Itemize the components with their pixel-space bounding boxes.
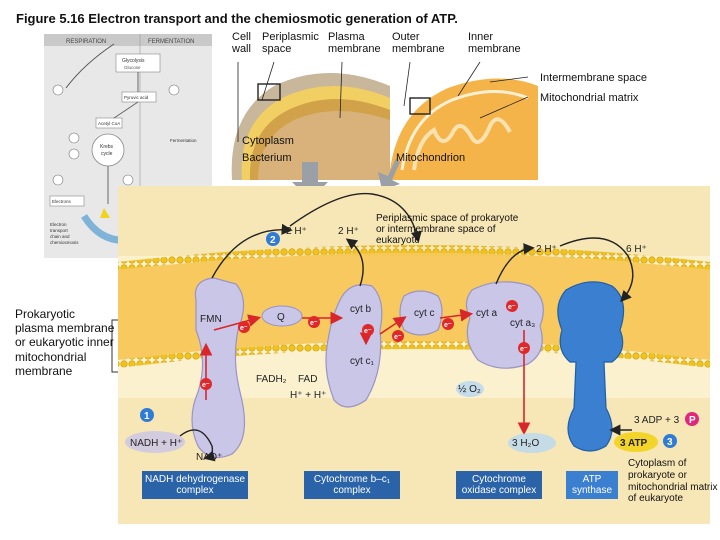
adp-label: 3 ADP + 3 [634,415,680,426]
krebs-label-1: Krebs [100,144,114,150]
proton-label-2: 2 H⁺ [338,226,359,237]
nadh-dehydrogenase-label-box [142,471,248,499]
nadh-dehydrogenase-label-1: NADH dehydrogenase [144,474,246,485]
cytochrome-oxidase-label-1: Cytochrome [472,474,526,485]
electron-symbol-2: e⁻ [310,320,318,327]
fadh2-label: FADH₂ [256,374,287,385]
nadh-h-label: NADH + H⁺ [130,438,183,449]
cytochrome-oxidase-label-2: oxidase complex [461,485,537,496]
electron-symbol-1: e⁻ [240,325,248,332]
cell-wall-label-1: Cell [232,31,251,43]
cyt-c-label: cyt c [414,308,435,319]
figure-title: Figure 5.16 Electron transport and the chemiosmotic generation of ATP. [16,11,458,26]
q-label: Q [277,312,285,323]
cyt-a-label: cyt a [476,308,498,319]
mitochondrion-label: Mitochondrion [396,152,466,164]
step-3-number: 3 [667,437,673,448]
membrane-type-label: Prokaryotic plasma membrane or eukaryotic inner mitochondrial membrane [15,307,115,378]
step-2-number: 2 [270,235,276,246]
outer-membrane-label-2: membrane [392,43,445,55]
cytoplasm-label: Cytoplasm [242,135,294,147]
atp-synthase-label-1: ATP [582,474,602,485]
glycolysis-label: Glycolysis [122,58,145,64]
plasma-membrane-label-1: Plasma [328,31,365,43]
electron-symbol-4: e⁻ [394,334,402,341]
glucose-label: Glucose [124,65,141,70]
electrons-label: Electrons [52,199,71,204]
step-1-number: 1 [144,411,150,422]
plasma-membrane-label-2: membrane [328,43,381,55]
atp-synthase-label-box [566,471,618,499]
cytochrome-bc1-label-2: complex [333,485,371,496]
periplasmic-note-line-1: Periplasmic space of prokaryote [376,213,519,224]
mitochondrial-matrix-label: Mitochondrial matrix [540,92,639,104]
fad-label: FAD [298,374,318,385]
cyt-c1-label: cyt c₁ [350,356,374,367]
phosphate-label: P [689,415,696,426]
intermembrane-space-label: Intermembrane space [540,72,647,84]
nadh-dehydrogenase-label-2: complex [176,485,214,496]
periplasmic-label-2: space [262,43,292,55]
thumbnail-fermentation-label: FERMENTATION [148,39,195,45]
etc-label-2: transport [50,228,68,233]
etc-label-3: chain and [50,234,70,239]
proton-label-1: 2 H⁺ [286,226,307,237]
electron-symbol-6: e⁻ [508,304,516,311]
etc-label-1: Electron [50,222,67,227]
electron-symbol-7: e⁻ [520,346,528,353]
cytochrome-bc1-label-1: Cytochrome b–c₁ [313,474,391,485]
inner-membrane-label-1: Inner [468,31,494,43]
inner-membrane-label-2: membrane [468,43,521,55]
pyruvic-acid-label: Pyruvic acid [124,95,149,100]
proton-label-4: 6 H⁺ [626,244,647,255]
periplasmic-note-line-3: eukaryote [376,235,420,246]
cell-wall-label-2: wall [232,43,251,55]
periplasmic-note-line-2: or intermembrane space of [376,224,496,235]
fmn-label: FMN [200,314,222,325]
krebs-label-2: cycle [101,151,113,157]
proton-label-3: 2 H⁺ [536,244,557,255]
outer-membrane-label-1: Outer [392,31,420,43]
atp-synthase-label-2: synthase [571,485,613,496]
acetyl-coa-label: Acetyl CoA [98,121,121,126]
bacterium-label: Bacterium [242,152,292,164]
cytochrome-oxidase-label-box [456,471,542,499]
electron-symbol-8: e⁻ [202,382,210,389]
water-label: 3 H₂O [512,438,540,449]
electron-symbol-3: e⁻ [364,328,372,335]
periplasmic-label-1: Periplasmic [262,31,319,43]
nad-label: NAD⁺ [196,452,223,463]
etc-label-4: chemiosmosis [50,240,79,245]
atp-label: 3 ATP [620,438,648,449]
fermentation-process-label: Fermentation [170,138,197,143]
periplasmic-note [376,213,518,246]
cyt-a3-label: cyt a₃ [510,318,536,329]
thumbnail-respiration-label: RESPIRATION [66,39,107,45]
h-plus-pair-label: H⁺ + H⁺ [290,390,327,401]
cyt-b-label: cyt b [350,304,372,315]
cytochrome-bc1-label-box [304,471,400,499]
cytoplasm-note: Cytoplasm of prokaryote or mitochondrial matrix of eukaryote [628,458,718,505]
half-oxygen-label: ½ O₂ [458,384,481,395]
electron-symbol-5: e⁻ [444,322,452,329]
